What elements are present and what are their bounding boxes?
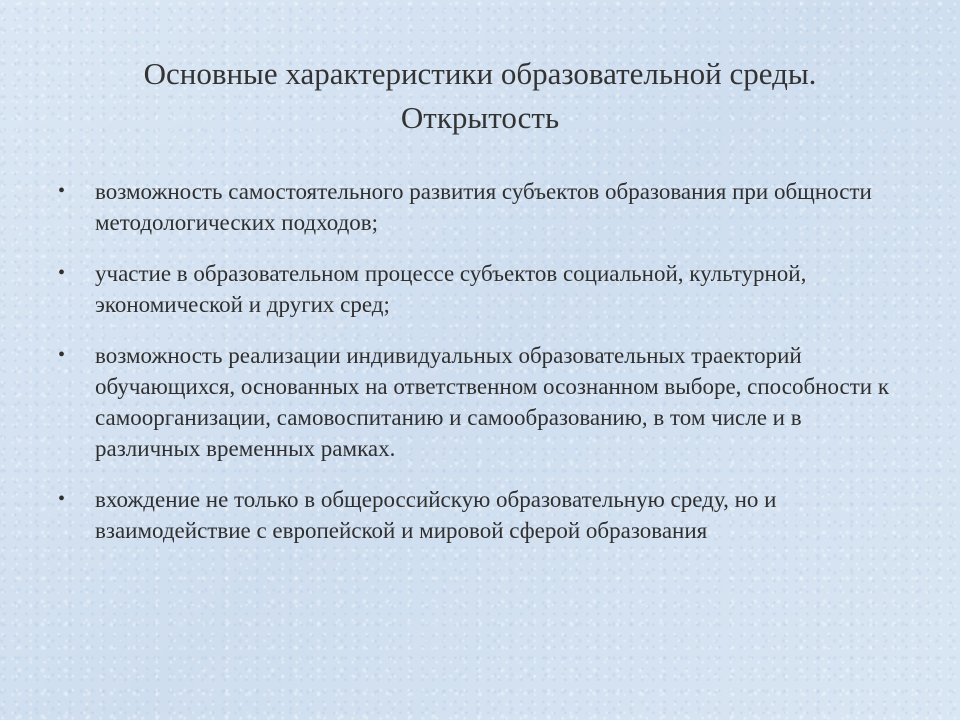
slide-title-line2: Открытость [400, 100, 560, 135]
bullet-text: возможность реализации индивидуальных образовательных траекторий обучающихся, основанных на ответственном осознанном выборе, способности к самоорганизации, самовоспитанию и самообразованию, в том числе и в различных временных рамках. [95, 343, 890, 461]
bullet-dot-icon: • [58, 180, 66, 202]
bullet-text: возможность самостоятельного развития субъектов образования при общности методологических подходов; [95, 179, 872, 235]
bullet-item [58, 340, 908, 464]
bullet-text: вхождение не только в общероссийскую образовательную среду, но и взаимодействие с европейской и мировой сферой образования [95, 487, 777, 543]
bullet-dot-icon: • [58, 488, 66, 510]
bullet-dot-icon: • [58, 262, 66, 284]
bullet-item [58, 484, 908, 546]
bullet-item [58, 176, 908, 238]
slide-title [40, 52, 920, 140]
slide-title-line1: Основные характеристики образовательной среды. [143, 56, 817, 91]
bullet-item [58, 258, 908, 320]
bullet-dot-icon: • [58, 344, 66, 366]
bullet-text: участие в образовательном процессе субъектов социальной, культурной, экономической и других сред; [95, 261, 807, 317]
bullet-list [58, 176, 908, 566]
